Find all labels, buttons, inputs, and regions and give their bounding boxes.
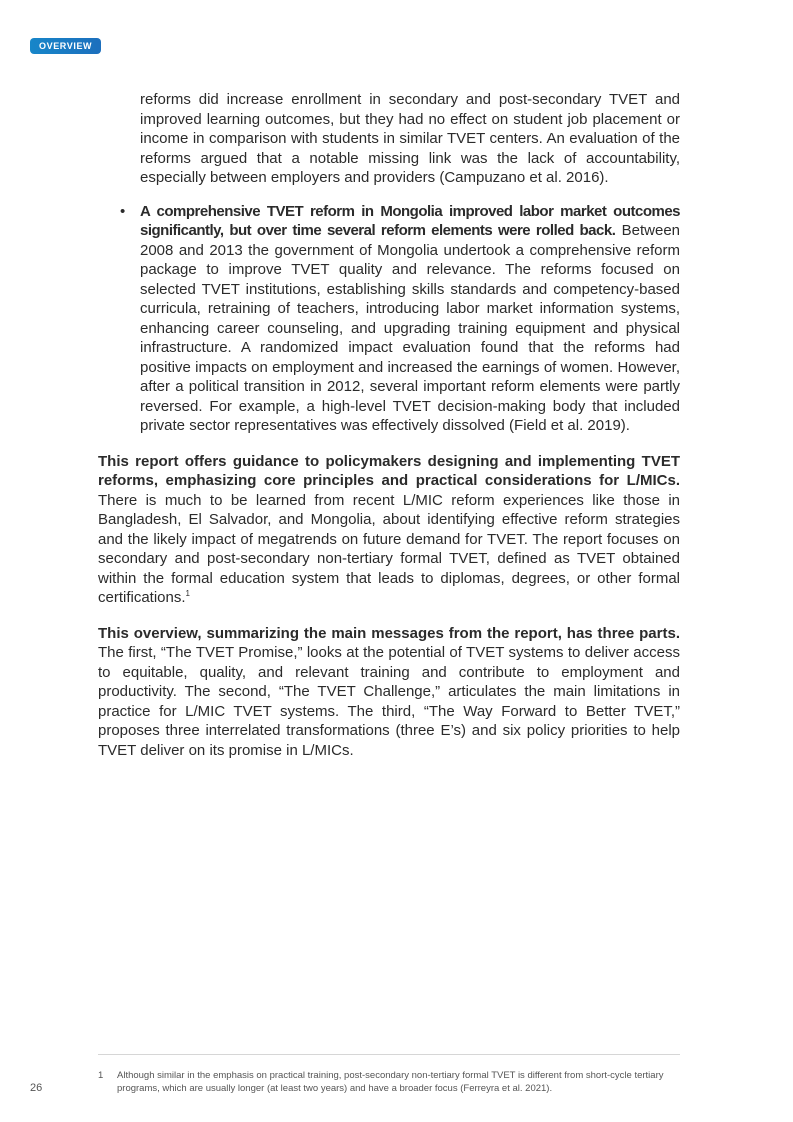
overview-parts-paragraph xyxy=(98,624,680,761)
footnote-divider xyxy=(98,1054,680,1055)
footnote-text: Although similar in the emphasis on practical training, post-secondary non-tertiary formal TVET is different from short-cycle tertiary programs, which are usually longer (at least two years) and have a broader focus (Ferreyra et al. 2021). xyxy=(117,1070,664,1094)
section-label-badge: OVERVIEW xyxy=(30,38,101,54)
bullet-lead-sentence: A comprehensive TVET reform in Mongolia improved labor market outcomes significantly, but over time several reform elements were rolled back. xyxy=(140,202,680,239)
continued-bullet-text xyxy=(98,90,680,188)
guidance-lead-sentence: This report offers guidance to policymakers designing and implementing TVET reforms, emphasizing core principles and practical considerations for L/MICs. xyxy=(98,452,680,489)
overview-lead-sentence: This overview, summarizing the main messages from the report, has three parts. xyxy=(98,624,680,642)
footnote-number: 1 xyxy=(98,1070,104,1081)
continuation-paragraph: reforms did increase enrollment in secondary and post-secondary TVET and improved learning outcomes, but they had no effect on student job placement or income in comparison with students in similar TVET centers. An evaluation of the reforms argued that a notable missing link was the lack of accountability, especially between employers and providers (Campuzano et al. 2016). xyxy=(140,91,680,186)
bullet-paragraph xyxy=(140,202,680,436)
bullet-marker: • xyxy=(120,202,126,220)
page-number: 26 xyxy=(30,1082,43,1094)
body-text xyxy=(98,90,680,760)
guidance-body-text: There is much to be learned from recent L/MIC reform experiences like those in Bangladesh, El Salvador, and Mongolia, about identifying effective reform strategies and the likely impact of megatrends on future demand for TVET. The report focuses on secondary and post-secondary non-tertiary formal TVET, defined as TVET obtained within the formal education system that leads to diplomas, degrees, or other formal certifications. xyxy=(98,491,680,606)
bullet-body-text: Between 2008 and 2013 the government of Mongolia undertook a comprehensive reform package to improve TVET quality and relevance. The reforms focused on selected TVET institutions, establishing skills standards and competency-based curricula, retraining of teachers, introducing labor market information systems, enhancing career counseling, and upgrading training equipment and physical infrastructure. A randomized impact evaluation found that the reforms had positive impacts on employment and increased the earnings of women. However, after a political transition in 2012, several important reform elements were partly reversed. For example, a high-level TVET decision-making body that included private sector representatives was effectively dissolved (Field et al. 2019). xyxy=(140,222,681,434)
overview-body-text: The first, “The TVET Promise,” looks at the potential of TVET systems to deliver access to equitable, quality, and relevant training and contribute to employment and productivity. The second, “The TVET Challenge,” articulates the main limitations in practice for L/MIC TVET systems. The third, “The Way Forward to Better TVET,” proposes three interrelated transformations (three E’s) and six policy priorities to help TVET deliver on its promise in L/MICs. xyxy=(98,644,680,759)
footnote-reference[interactable]: 1 xyxy=(185,589,190,598)
footnote xyxy=(98,1069,680,1095)
guidance-paragraph xyxy=(98,452,680,608)
bullet-item-mongolia xyxy=(98,202,680,436)
